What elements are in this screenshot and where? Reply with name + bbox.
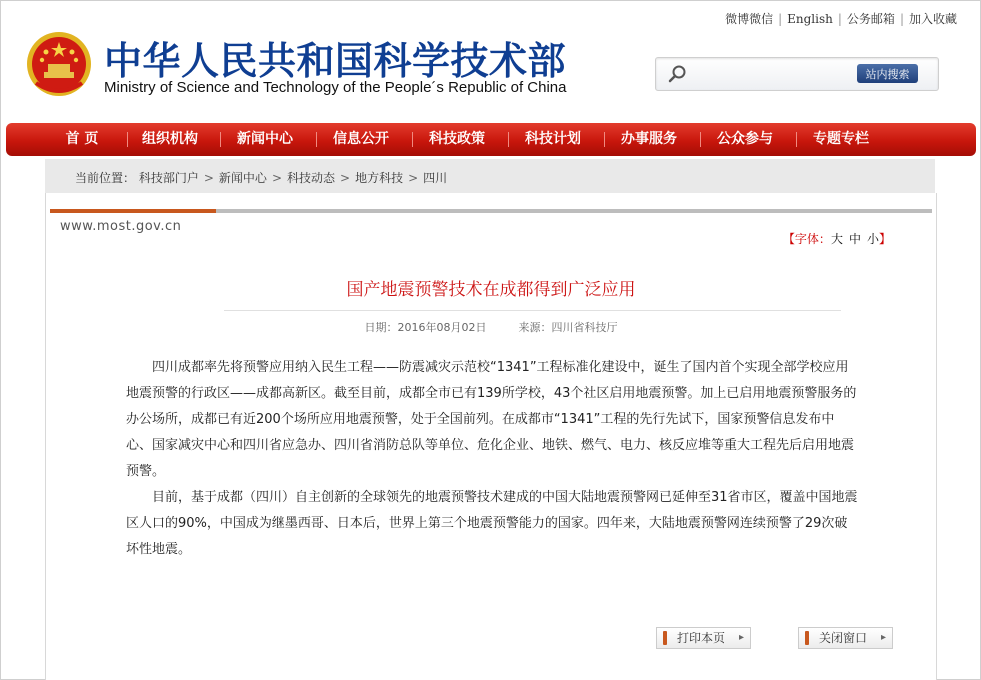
title-underline [224, 310, 841, 311]
font-size-switcher [783, 230, 891, 247]
breadcrumb-item[interactable]: 科技部门户 [138, 171, 199, 185]
site-title-cn: 中华人民共和国科学技术部 [104, 39, 567, 83]
search-box [655, 57, 939, 91]
article-body [126, 355, 860, 563]
national-emblem-logo [24, 28, 94, 98]
close-bar-icon [805, 631, 809, 645]
article-paragraph: 目前，基于成都（四川）自主创新的全球领先的地震预警技术建成的中国大陆地震预警网已延伸至31省市区，覆盖中国地震区人口的90%，中国成为继墨西哥、日本后，世界上第三个地震预警能力的国家。四年来，大陆地震预警网连续预警了29次破坏性地震。 [126, 490, 858, 557]
breadcrumb: 当前位置： 科技部门户 > 新闻中心 > 科技动态 > 地方科技 > 四川 [75, 171, 448, 185]
divider-line [216, 209, 932, 213]
font-size-close: 】 [878, 232, 891, 246]
nav-special-topics[interactable]: 专题专栏 [813, 131, 869, 147]
article-container [45, 193, 937, 680]
divider-accent [50, 209, 216, 213]
nav-organization[interactable]: 组织机构 [142, 131, 198, 147]
print-bar-icon [663, 631, 667, 645]
breadcrumb-bar [45, 159, 935, 193]
official-mail-link[interactable]: 公务邮箱 [846, 12, 895, 26]
nav-sci-policy[interactable]: 科技政策 [429, 131, 485, 147]
site-search-button[interactable]: 站内搜索 [857, 64, 918, 83]
site-url: www.most.gov.cn [60, 219, 182, 234]
nav-home[interactable]: 首 页 [65, 131, 99, 147]
arrow-right-icon: ▸ [880, 632, 886, 643]
article-title: 国产地震预警技术在成都得到广泛应用 [346, 280, 636, 300]
article-source: 来源：四川省科技厅 [518, 321, 618, 334]
nav-info-disclosure[interactable]: 信息公开 [333, 131, 389, 147]
breadcrumb-label: 当前位置： [75, 171, 136, 185]
nav-public-participation[interactable]: 公众参与 [717, 131, 773, 147]
search-icon [668, 64, 688, 84]
font-size-large[interactable]: 大 [830, 232, 843, 246]
close-window-button[interactable]: 关闭窗口 ▸ [798, 627, 893, 649]
search-input[interactable] [692, 64, 876, 84]
breadcrumb-item[interactable]: 地方科技 [355, 171, 404, 185]
nav-sci-plan[interactable]: 科技计划 [525, 131, 581, 147]
breadcrumb-item[interactable]: 新闻中心 [218, 171, 267, 185]
nav-news-center[interactable]: 新闻中心 [237, 131, 293, 147]
breadcrumb-item[interactable]: 科技动态 [287, 171, 336, 185]
font-size-small[interactable]: 小 [866, 232, 879, 246]
weibo-weixin-link[interactable]: 微博微信 [725, 12, 774, 26]
site-title-en: Ministry of Science and Technology of the People´s Republic of China [104, 79, 567, 96]
english-link[interactable]: English [787, 12, 833, 26]
breadcrumb-item[interactable]: 四川 [423, 171, 448, 185]
font-size-label: 【字体： [782, 232, 831, 246]
article-meta [46, 319, 936, 335]
add-favorite-link[interactable]: 加入收藏 [908, 12, 957, 26]
arrow-right-icon: ▸ [738, 632, 744, 643]
main-nav [6, 123, 976, 156]
article-paragraph: 四川成都率先将预警应用纳入民生工程——防震减灾示范校“1341”工程标准化建设中，诞生了国内首个实现全部学校应用地震预警的行政区——成都高新区。截至目前，成都全市已有139所学校，43个社区启用地震预警。加上已启用地震预警服务的办公场所，成都已有近200个场所应用地震预警，处于全国前列。在成都市“1341”工程的先行先试下，国家预警信息发布中心、国家减灾中心和四川省应急办、四川省消防总队等单位、危化企业、地铁、燃气、电力、核反应堆等重大工程先后启用地震预警。 [126, 360, 857, 479]
article-date: 日期：2016年08月02日 [364, 321, 487, 334]
print-button[interactable]: 打印本页 ▸ [656, 627, 751, 649]
nav-services[interactable]: 办事服务 [621, 131, 677, 147]
font-size-medium[interactable]: 中 [848, 232, 861, 246]
top-links: 微博微信 | English | 公务邮箱 | 加入收藏 [725, 12, 957, 26]
